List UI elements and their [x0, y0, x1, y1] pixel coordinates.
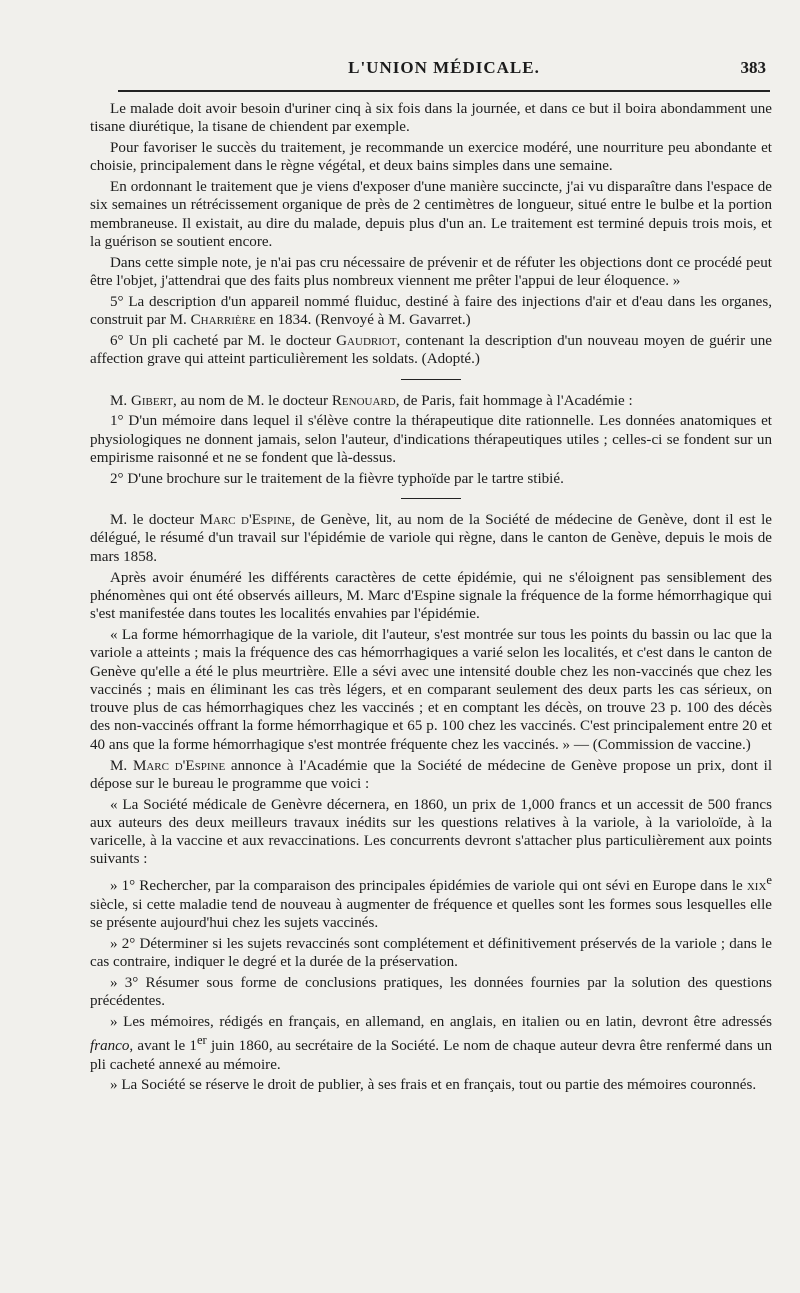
person-name: Charrière [190, 312, 256, 329]
person-name: Gibert [130, 392, 173, 409]
header-rule [118, 90, 770, 92]
text-run: , avant le 1 [129, 1038, 197, 1055]
text-run: en 1834. (Renvoyé à M. Gavarret.) [255, 312, 471, 329]
text-run: » Les mémoires, rédigés en français, en allemand, en anglais, en italien ou en latin, devront être adressés [110, 1013, 772, 1030]
paragraph [90, 392, 772, 410]
text-run: , de Genève, lit, au nom de la Société de médecine de Genève, dont il est le délégué, le résumé d'un travail sur l'épidémie de variole qui règne, dans le canton de Genève, depuis le mois de mars 1858. [90, 512, 772, 565]
quotation [90, 871, 772, 932]
text-run: siècle, si cette maladie tend de nouveau à augmenter de fréquence et quelles sont les formes sous lesquelles elle se présente aujourd'hui chez les sujets vaccinés. [90, 896, 772, 931]
person-name: Renouard [331, 392, 396, 409]
paragraph: Dans cette simple note, je n'ai pas cru nécessaire de prévenir et de réfuter les objections dont ce procédé peut être l'objet, j'attendrai que des faits plus nombreux viennent me prêter l'appui de leur éloquence. » [90, 254, 772, 290]
superscript: er [196, 1033, 207, 1048]
quotation: » 3° Résumer sous forme de conclusions pratiques, les données fournies par la solution des questions précédentes. [90, 974, 772, 1010]
person-name: Marc d'Espine [199, 512, 292, 529]
text-run: , au nom de M. le docteur [172, 392, 332, 409]
section-separator [401, 379, 461, 380]
paragraph [90, 757, 772, 794]
body-text [90, 100, 772, 1097]
text-run: M. [110, 392, 131, 409]
person-name: Gaudriot [336, 333, 397, 350]
text-run: 5° La description d'un appareil nommé fluiduc, destiné à faire des injections d'air et d'eau dans les organes, construit par M. [90, 293, 772, 329]
text-run: , de Paris, fait hommage à l'Académie : [395, 392, 633, 409]
paragraph [90, 293, 772, 330]
page-number: 383 [740, 58, 766, 77]
paragraph [90, 511, 772, 566]
paragraph: Après avoir énuméré les différents caractères de cette épidémie, qui ne s'éloignent pas sensiblement des phénomènes qui ont été observés ailleurs, M. Marc d'Espine signale la fréquence de la forme hémorrhagique qui s'est manifestée dans toutes les localités envahies par l'épidémie. [90, 569, 772, 623]
page-header [118, 58, 770, 88]
paragraph [90, 332, 772, 369]
paragraph: En ordonnant le traitement que je viens d'exposer d'une manière succincte, j'ai vu disparaître dans l'espace de six semaines un rétrécissement organique de près de 2 centimètres de longueur, situé entre le bulbe et la portion membraneuse. Il existait, au dire du malade, depuis plus d'un an. Le traitement est terminé depuis trois mois, et la guérison se soutient encore. [90, 179, 772, 251]
quotation: « La Société médicale de Genèvre décernera, en 1860, un prix de 1,000 francs et un accessit de 500 francs aux auteurs des deux meilleurs travaux inédits sur les questions relatives à la variole, à la varioloïde, à la varicelle, à la vaccine et aux revaccinations. Les concurrents devront s'attacher plus particulièrement aux points suivants : [90, 796, 772, 868]
quotation [90, 1013, 772, 1074]
text-run: M. le docteur [110, 512, 200, 529]
century-numeral: xix [746, 878, 767, 895]
list-item: 1° D'un mémoire dans lequel il s'élève contre la thérapeutique dite rationnelle. Les données anatomiques et physiologiques ne donnent jamais, selon l'auteur, d'indications thérapeutiques utiles ; celles-ci se fondent sur un empirisme raisonné et ne se fondent que là-dessus. [90, 413, 772, 467]
text-run: M. [110, 757, 133, 774]
text-run: » 1° Rechercher, par la comparaison des principales épidémies de variole qui ont sévi en Europe dans le [110, 878, 747, 895]
quotation: « La forme hémorrhagique de la variole, dit l'auteur, s'est montrée sur tous les points du bassin ou lac que la variole a atteints ; mais la fréquence des cas hémorrhagiques a varié selon les localités, et c'est dans le canton de Genève qu'elle a été le plus meurtrière. Elle a sévi avec une intensité double chez les non-vaccinés que chez les vaccinés ; mais en éliminant les cas très légers, et en comparant seulement des deux parts les cas sérieux, on trouve plus de cas hémorrhagiques chez les vaccinés ; et en comptant les décès, on trouve 23 p. 100 des décès des non-vaccinés offrant la forme hémorrhagique et 65 p. 100 chez les vaccinés. C'est principalement entre 20 et 40 ans que la forme hémorrhagique s'est montrée fréquente chez les vaccinés. » — (Commission de vaccine.) [90, 626, 772, 753]
text-run: annonce à l'Académie que la Société de médecine de Genève propose un prix, dont il dépose sur le bureau le programme que voici : [90, 757, 773, 792]
superscript: e [766, 873, 772, 888]
running-title: L'UNION MÉDICALE. [348, 58, 540, 77]
person-name: Marc d'Espine [132, 757, 226, 774]
text-run: , contenant la description d'un nouveau moyen de guérir une affection grave qui atteint particulièrement les soldats. (Adopté.) [90, 333, 772, 368]
text-run: juin 1860, au secrétaire de la Société. Le nom de chaque auteur devra être renfermé dans un pli cacheté annexé au mémoire. [90, 1038, 772, 1073]
quotation: » La Société se réserve le droit de publier, à ses frais et en français, tout ou partie des mémoires couronnés. [110, 1077, 757, 1094]
italic-word: franco [90, 1038, 130, 1055]
section-separator [401, 498, 461, 499]
paragraph: Pour favoriser le succès du traitement, je recommande un exercice modéré, une nourriture peu abondante et choisie, principalement dans le règne végétal, et deux bains simples dans une semaine. [90, 140, 772, 175]
text-run: 6° Un pli cacheté par M. le docteur [110, 333, 337, 350]
quotation: » 2° Déterminer si les sujets revaccinés sont complétement et définitivement préservés de la variole ; dans le cas contraire, indiquer le degré et la durée de la préservation. [90, 935, 772, 970]
paragraph: Le malade doit avoir besoin d'uriner cinq à six fois dans la journée, et dans ce but il boira abondamment une tisane diurétique, la tisane de chiendent par exemple. [90, 101, 772, 136]
list-item: 2° D'une brochure sur le traitement de la fièvre typhoïde par le tartre stibié. [110, 470, 564, 487]
